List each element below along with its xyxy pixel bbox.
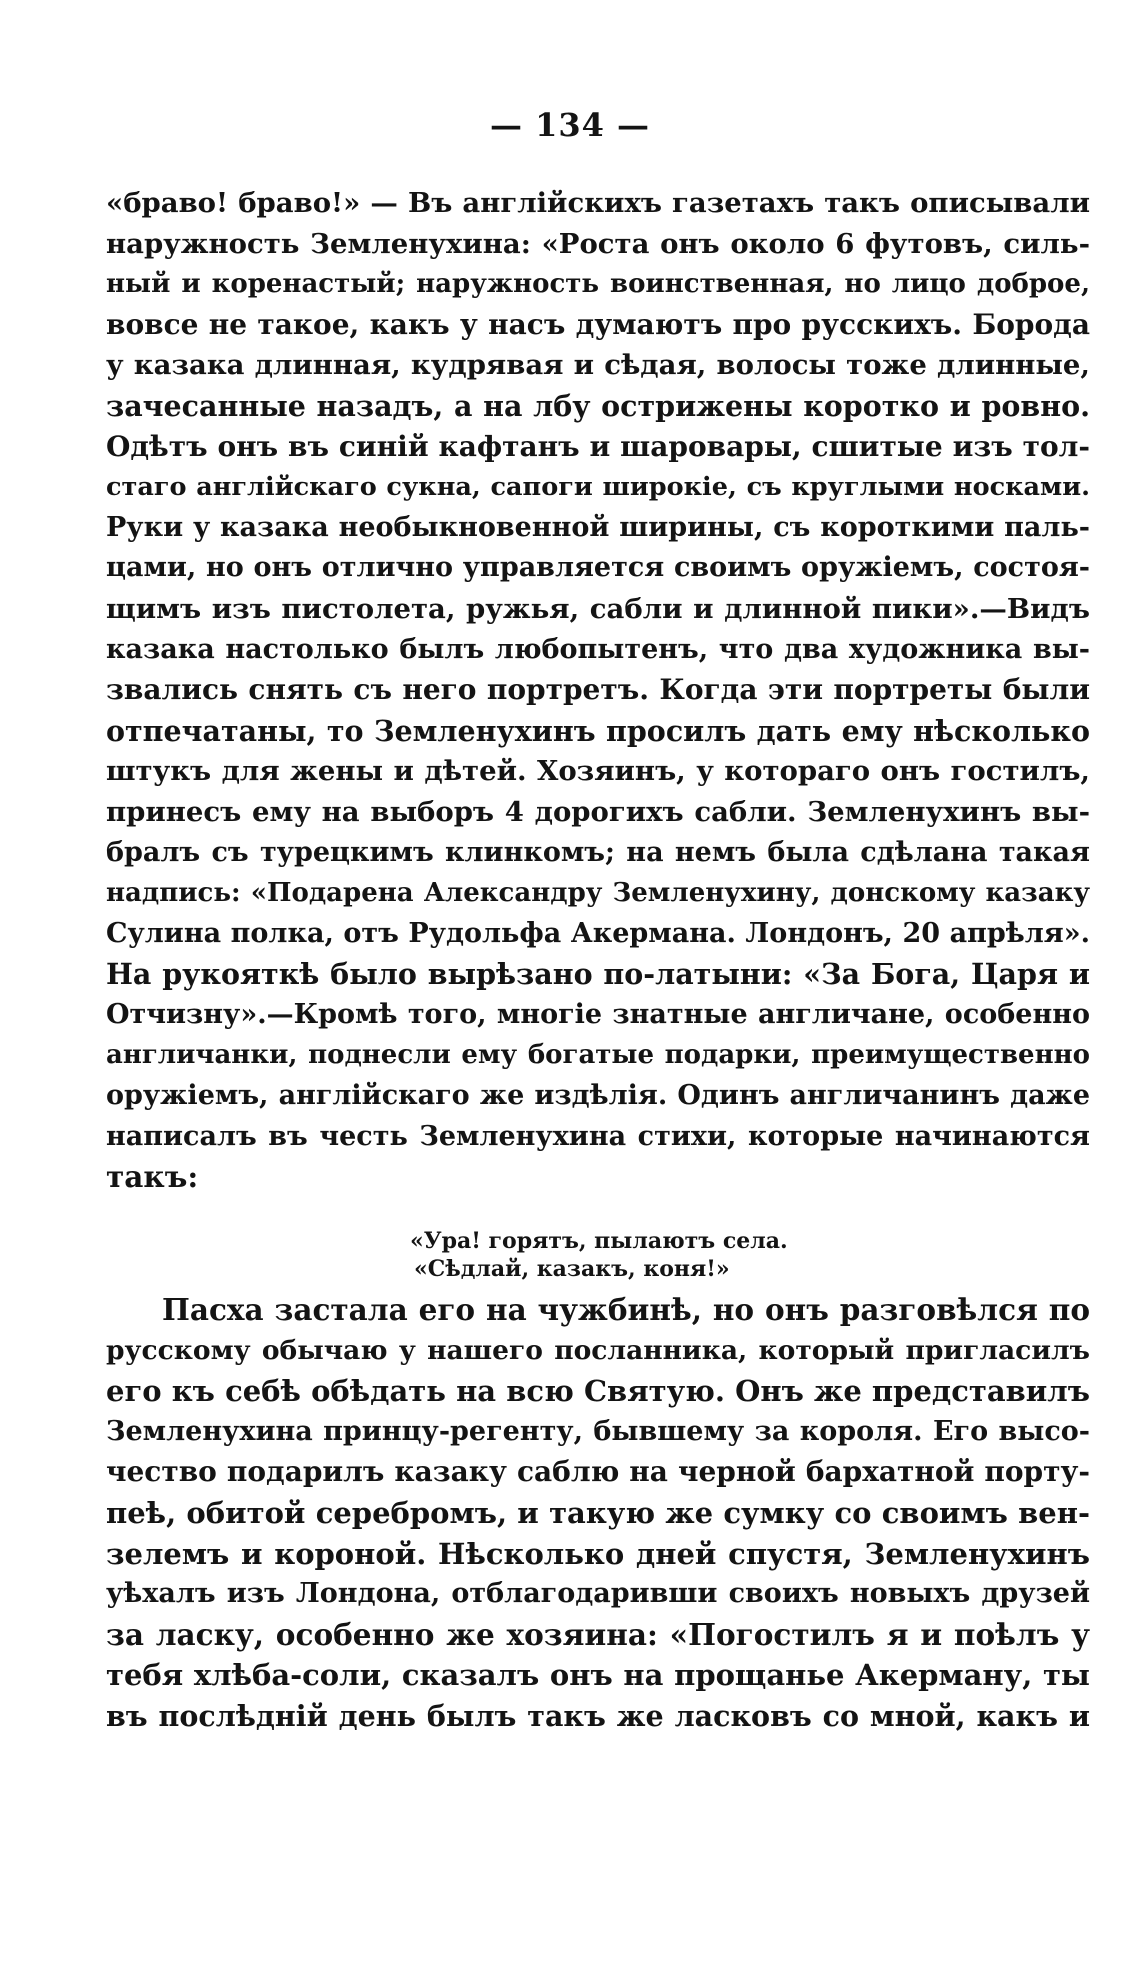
- verse-line: «Ура! горятъ, пылаютъ села.: [410, 1228, 788, 1254]
- text-line: вовсе не такое, какъ у насъ думаютъ про русскихъ. Борода: [106, 307, 1090, 341]
- text-line: ный и коренастый; наружность воинственная, но лицо доброе,: [106, 269, 1090, 300]
- text-line: оружіемъ, англійскаго же издѣлія. Одинъ англичанинъ даже: [106, 1080, 1090, 1112]
- text-line: наружность Земленухина: «Роста онъ около 6 футовъ, силь-: [106, 227, 1090, 260]
- text-line: бралъ съ турецкимъ клинкомъ; на немъ была сдѣлана такая: [106, 836, 1090, 868]
- paragraph-second: [106, 1290, 1090, 1737]
- text-line: принесъ ему на выборъ 4 дорогихъ сабли. Земленухинъ вы-: [106, 795, 1090, 828]
- text-line: зелемъ и короной. Нѣсколько дней спустя, Земленухинъ: [106, 1536, 1090, 1571]
- paragraph-main: [106, 183, 1090, 1198]
- text-line: звались снять съ него портретъ. Когда эти портреты были: [106, 673, 1090, 707]
- text-line: англичанки, поднесли ему богатые подарки, преимущественно: [106, 1040, 1090, 1071]
- verse-line: «Сѣдлай, казакъ, коня!»: [414, 1256, 730, 1282]
- text-line: «браво! браво!» — Въ англійскихъ газетахъ такъ описывали: [106, 187, 1090, 219]
- text-line: Сулина полка, отъ Рудольфа Акермана. Лондонъ, 20 апрѣля».: [106, 917, 1090, 949]
- text-line: надпись: «Подарена Александру Земленухину, донскому казаку: [106, 878, 1090, 909]
- text-line: Земленухина принцу-регенту, бывшему за короля. Его высо-: [106, 1415, 1090, 1447]
- text-line: стаго англійскаго сукна, сапоги широкіе, съ круглыми носками.: [106, 472, 1090, 503]
- text-line: На рукояткѣ было вырѣзано по-латыни: «За Бога, Царя и: [106, 957, 1090, 992]
- verse-quote: [0, 1227, 1140, 1283]
- text-line: пеѣ, обитой серебромъ, и такую же сумку со своимъ вен-: [106, 1495, 1090, 1530]
- text-line: такъ:: [106, 1159, 199, 1195]
- text-line: русскому обычаю у нашего посланника, который пригласилъ: [106, 1334, 1090, 1366]
- text-line: въ послѣдній день былъ такъ же ласковъ со мной, какъ и: [106, 1698, 1090, 1733]
- text-line: Одѣтъ онъ въ синій кафтанъ и шаровары, сшитые изъ тол-: [106, 429, 1090, 463]
- page-number: — 134 —: [489, 106, 651, 144]
- text-line: написалъ въ честь Земленухина стихи, которые начинаются: [106, 1120, 1090, 1152]
- text-line: зачесанные назадъ, а на лбу острижены коротко и ровно.: [106, 388, 1090, 423]
- text-line: Пасха застала его на чужбинѣ, но онъ разговѣлся по: [162, 1292, 1090, 1327]
- text-line: отпечатаны, то Земленухинъ просилъ дать ему нѣсколько: [106, 713, 1090, 748]
- text-line: цами, но онъ отлично управляется своимъ оружіемъ, состоя-: [106, 552, 1090, 584]
- text-line: чество подарилъ казаку саблю на черной бархатной порту-: [106, 1455, 1090, 1489]
- text-line: Руки у казака необыкновенной ширины, съ короткими паль-: [106, 511, 1090, 543]
- text-line: казака настолько былъ любопытенъ, что два художника вы-: [106, 633, 1090, 665]
- text-line: его къ себѣ обѣдать на всю Святую. Онъ же представилъ: [106, 1374, 1090, 1409]
- text-line: Отчизну».—Кромѣ того, многіе знатные англичане, особенно: [106, 998, 1090, 1030]
- text-line: тебя хлѣба-соли, сказалъ онъ на прощанье Акерману, ты: [106, 1658, 1090, 1693]
- text-line: штукъ для жены и дѣтей. Хозяинъ, у котораго онъ гостилъ,: [106, 755, 1090, 788]
- text-line: щимъ изъ пистолета, ружья, сабли и длинной пики».—Видъ: [106, 592, 1090, 625]
- text-line: за ласку, особенно же хозяина: «Погостилъ я и поѣлъ у: [106, 1616, 1090, 1652]
- text-line: у казака длинная, кудрявая и сѣдая, волосы тоже длинные,: [106, 349, 1090, 382]
- text-line: уѣхалъ изъ Лондона, отблагодаривши своихъ новыхъ друзей: [106, 1578, 1090, 1610]
